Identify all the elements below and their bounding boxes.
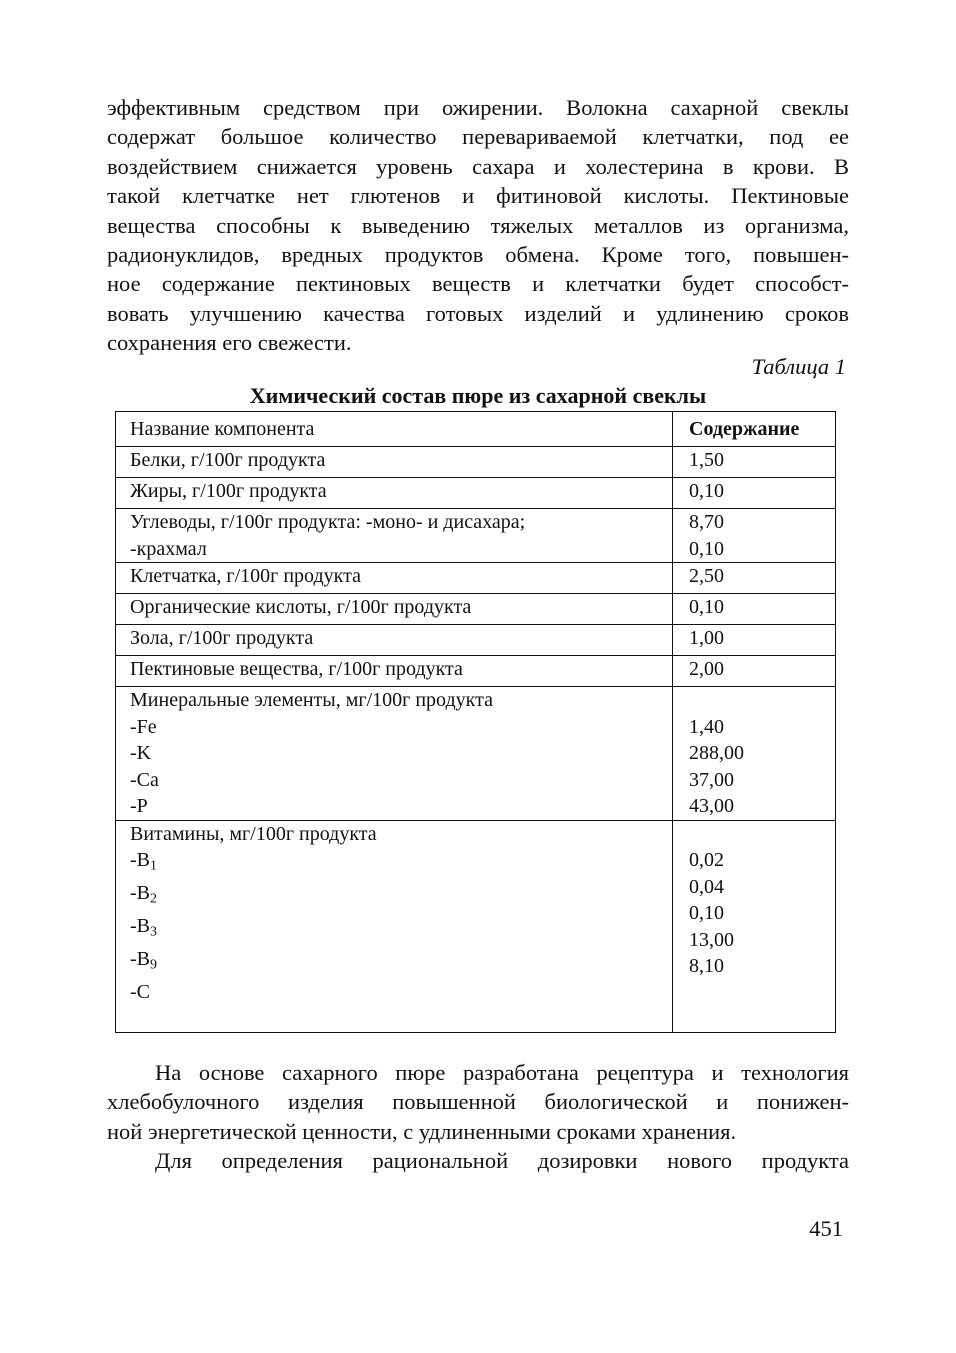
text-line: воздействием снижается уровень сахара и холестерина в крови. В [107, 153, 849, 179]
component-name: Зола, г/100г продукта [130, 627, 314, 649]
content-value: 8,10 [689, 955, 724, 977]
component-name-cell [116, 478, 673, 509]
content-value: 0,02 [689, 849, 724, 871]
component-name-cell [116, 509, 673, 563]
table-label: Таблица 1 [751, 354, 846, 379]
text-line: ной энергетической ценности, с удлиненными сроками хранения. [107, 1118, 737, 1144]
component-name: $-B_3$ [130, 915, 157, 940]
component-name: Жиры, г/100г продукта [130, 480, 327, 502]
column-header-name: Название компонента [116, 412, 673, 447]
text-line: хлебобулочного изделия повышенной биологической и понижен- [107, 1089, 849, 1115]
component-name: Органические кислоты, г/100г продукта [130, 596, 472, 618]
text-line: вовать улучшению качества готовых изделий и удлинению сроков [107, 300, 849, 326]
component-name: Клетчатка, г/100г продукта [130, 565, 361, 587]
column-header-content: Содержание [673, 412, 836, 447]
subscript: 3 [150, 924, 157, 940]
text-line: вещества способны к выведению тяжелых металлов из организма, [107, 212, 849, 238]
composition-table [115, 411, 836, 1033]
text-line: содержат большое количество перевариваемой клетчатки, под ее [107, 124, 849, 150]
content-value [689, 687, 821, 714]
content-value: 1,50 [689, 449, 724, 471]
component-name: -Ca [130, 768, 159, 791]
table-row [116, 563, 836, 594]
content-value [689, 821, 821, 848]
page-number: 451 [809, 1216, 843, 1241]
content-value: 37,00 [689, 768, 734, 791]
content-value: 0,10 [689, 480, 724, 502]
table-row [116, 478, 836, 509]
content-value: 2,00 [689, 658, 724, 680]
content-value: 0,04 [689, 875, 724, 898]
text-line: такой клетчатке нет глютенов и фитиновой кислоты. Пектиновые [107, 183, 849, 209]
table-row [116, 594, 836, 625]
content-value: 288,00 [689, 742, 744, 764]
table-row [116, 447, 836, 478]
component-name: -Fe [130, 715, 157, 738]
component-name-cell [116, 594, 673, 625]
table-row [116, 509, 836, 563]
content-value-cell [673, 625, 836, 656]
content-value-cell [673, 656, 836, 687]
text-line: На основе сахарного пюре разработана рецептура и технология [155, 1060, 849, 1085]
component-name: $-B_2$ [130, 882, 157, 907]
content-value: 13,00 [689, 928, 734, 951]
component-name-cell [116, 687, 673, 821]
component-name: -C [130, 981, 150, 1003]
component-name-cell [116, 656, 673, 687]
next-paragraph [107, 1146, 849, 1175]
component-name: Пектиновые вещества, г/100г продукта [130, 658, 463, 680]
text-line: сохранения его свежести. [107, 330, 352, 356]
subscript: 9 [150, 957, 157, 973]
content-value-cell [673, 509, 836, 563]
content-value: 0,10 [689, 596, 724, 618]
component-name: -P [130, 795, 148, 817]
component-name: Минеральные элементы, мг/100г продукта [130, 689, 493, 711]
content-value-cell [673, 447, 836, 478]
content-value: 0,10 [689, 902, 724, 924]
content-value: 1,00 [689, 627, 724, 649]
table-header-row [116, 412, 836, 447]
content-value: 2,50 [689, 565, 724, 587]
component-name-cell [116, 625, 673, 656]
table-row [116, 656, 836, 687]
top-paragraph [107, 93, 849, 358]
component-name-cell [116, 820, 673, 1033]
content-value-cell [673, 563, 836, 594]
content-value: 0,10 [689, 537, 724, 560]
content-value: 1,40 [689, 715, 724, 738]
component-name: -крахмал [130, 537, 207, 560]
content-value-cell [673, 478, 836, 509]
table-row [116, 820, 836, 1033]
component-name: Витамины, мг/100г продукта [130, 822, 377, 845]
component-name: $-B_1$ [130, 849, 157, 874]
table-title: Химический состав пюре из сахарной свеклы [249, 383, 707, 408]
bottom-paragraph [107, 1058, 849, 1146]
component-name-cell [116, 563, 673, 594]
component-name: Белки, г/100г продукта [130, 449, 326, 471]
text-line: Для определения рациональной дозировки нового продукта [155, 1148, 849, 1173]
component-name-cell [116, 447, 673, 478]
subscript: 2 [150, 891, 157, 907]
component-name: Углеводы, г/100г продукта: -моно- и дисахара; [130, 511, 526, 533]
table-row [116, 625, 836, 656]
table-row [116, 687, 836, 821]
content-value-cell [673, 820, 836, 1033]
component-name: $-B_9$ [130, 948, 157, 973]
text-line: ное содержание пектиновых веществ и клетчатки будет способст- [107, 271, 849, 297]
text-line: радионуклидов, вредных продуктов обмена. Кроме того, повышен- [107, 242, 849, 268]
component-name: -K [130, 742, 152, 764]
content-value-cell [673, 594, 836, 625]
content-value-cell [673, 687, 836, 821]
text-line: эффективным средством при ожирении. Волокна сахарной свеклы [107, 95, 849, 120]
subscript: 1 [150, 858, 157, 874]
content-value: 8,70 [689, 511, 724, 533]
content-value: 43,00 [689, 795, 734, 817]
